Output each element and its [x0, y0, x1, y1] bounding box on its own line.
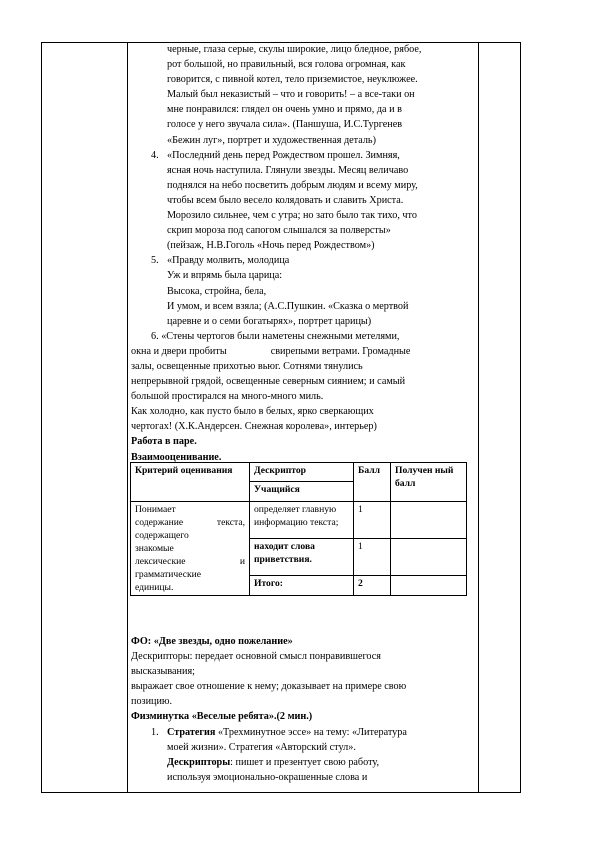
text-line: Уж и впрямь была царица:	[167, 270, 283, 282]
work-in-pairs-heading: Работа в паре.	[131, 436, 197, 448]
physminute-heading: Физминутка «Веселые ребята».(2 мин.)	[131, 711, 313, 723]
text-line: поднялся на небо посветить добрым людям и всему миру,	[167, 179, 418, 191]
text-line: большой простирался на много-много миль.	[131, 391, 324, 403]
criterion-cell	[131, 502, 250, 596]
text-line: окна и двери пробиты	[131, 345, 227, 357]
evaluation-table	[130, 462, 467, 596]
list-number: 5.	[151, 255, 159, 267]
list-number: 1.	[151, 726, 159, 738]
text-line: свирепыми ветрами. Громадные	[270, 345, 411, 357]
text-line: «Последний день перед Рождеством прошел. Зимняя,	[167, 149, 400, 161]
table-header-row	[131, 463, 467, 482]
text-line: говорится, с пивной котел, тело приземистое, неуклюжее.	[167, 74, 418, 86]
list-item-4	[131, 148, 475, 254]
fo-heading: ФО: «Две звезды, одно пожелание»	[131, 636, 293, 647]
frame-left-border	[41, 42, 42, 793]
text-line: моей жизни». Стратегия «Авторский стул».	[167, 741, 356, 753]
total-score: 2	[354, 575, 391, 595]
mutual-evaluation-heading: Взаимооценивание.	[131, 451, 222, 463]
assessment-section	[131, 634, 475, 785]
strategy-label: Стратегия	[167, 726, 216, 738]
lesson-text	[131, 42, 475, 465]
criterion-line: единицы.	[135, 582, 174, 593]
criterion-line: грамматические	[135, 569, 202, 580]
header-criterion: Критерий оценивания	[131, 463, 250, 502]
received-score-cell	[391, 538, 467, 575]
list-item-6	[131, 329, 475, 435]
list-item-5	[131, 253, 475, 328]
text-line: черные, глаза серые, скулы широкие, лицо бледное, рябое,	[167, 44, 422, 55]
text-line: ясная ночь наступила. Глянули звезды. Месяц величаво	[167, 164, 409, 176]
criterion-line: содержащего	[135, 530, 189, 541]
column-divider-right	[478, 42, 479, 793]
criterion-word: и	[239, 556, 245, 567]
text-line: И умом, и всем взяла; (А.С.Пушкин. «Сказка о мертвой	[167, 300, 409, 312]
score-cell: 1	[354, 538, 391, 575]
criterion-line: Понимает	[135, 504, 176, 515]
criterion-line: знакомые	[135, 543, 174, 554]
text-line: чертогах! (Х.К.Андерсен. Снежная королева», интерьер)	[131, 421, 377, 433]
text-line: «Бежин луг», портрет и художественная деталь)	[167, 134, 376, 146]
header-score: Балл	[354, 463, 391, 502]
text-line: голосе у него звучала сила». (Паншуша, И.С.Тургенев	[167, 119, 403, 131]
text-line: используя эмоционально-окрашенные слова и	[167, 771, 368, 783]
text-line: Как холодно, как пусто было в белых, ярко сверкающих	[131, 406, 374, 418]
frame-right-border	[520, 42, 521, 793]
portrait-excerpt	[131, 42, 475, 148]
criterion-word: содержание	[135, 517, 184, 528]
descriptors-label: Дескрипторы	[167, 756, 231, 768]
criterion-word: лексические	[135, 556, 186, 567]
text-line: скрип мороза под сапогом слышался за полверсты»	[167, 225, 391, 237]
list-number: 4.	[151, 149, 159, 161]
column-divider-left	[127, 42, 128, 793]
descriptor-cell: находит слова приветствия.	[250, 538, 354, 575]
text-line: Дескрипторы: передает основной смысл понравившегося	[131, 651, 381, 663]
table-row	[131, 502, 467, 539]
text-line: Малый был неказистый – что и говорить! – а все-таки он	[167, 89, 415, 101]
text-line: выражает свое отношение к нему; доказывает на примере свою	[131, 681, 407, 693]
text-line: позицию.	[131, 696, 173, 708]
score-cell: 1	[354, 502, 391, 539]
header-student: Учащийся	[250, 482, 354, 502]
text-line: Высока, стройна, бела,	[167, 285, 267, 297]
received-score-cell	[391, 575, 467, 595]
received-score-cell	[391, 502, 467, 539]
text-line: непрерывной грядой, освещенные северным сиянием; и самый	[131, 376, 406, 388]
text-line: «Правду молвить, молодица	[167, 255, 290, 267]
descriptor-cell: определяет главную информацию текста;	[250, 502, 354, 539]
text-line: (пейзаж, Н.В.Гоголь «Ночь перед Рождеством»)	[167, 240, 375, 252]
text-line: высказывания;	[131, 666, 195, 678]
criterion-word: текста,	[216, 517, 245, 528]
text-line: 6. «Стены чертогов были наметены снежными метелями,	[151, 330, 400, 342]
header-received-score: Получен ный балл	[391, 463, 467, 502]
text-line: рот большой, но правильный, вся голова огромная, как	[167, 59, 406, 71]
text-line: : пишет и презентует свою работу,	[230, 756, 380, 768]
text-line: Морозило сильнее, чем с утра; но зато было так тихо, что	[167, 210, 417, 222]
text-line: «Трехминутное эссе» на тему: «Литература	[215, 726, 407, 738]
total-label: Итого:	[250, 575, 354, 595]
frame-bottom-border	[41, 792, 521, 793]
text-line: царевне и о семи богатырях», портрет царицы)	[167, 315, 372, 327]
header-descriptor: Дескриптор	[250, 463, 354, 482]
text-line: залы, освещенные прихотью вьюг. Сотнями тянулись	[131, 360, 363, 372]
text-line: чтобы всем было весело колядовать и славить Христа.	[167, 194, 404, 206]
text-line: мне понравился: глядел он очень умно и прямо, да и в	[167, 104, 402, 116]
